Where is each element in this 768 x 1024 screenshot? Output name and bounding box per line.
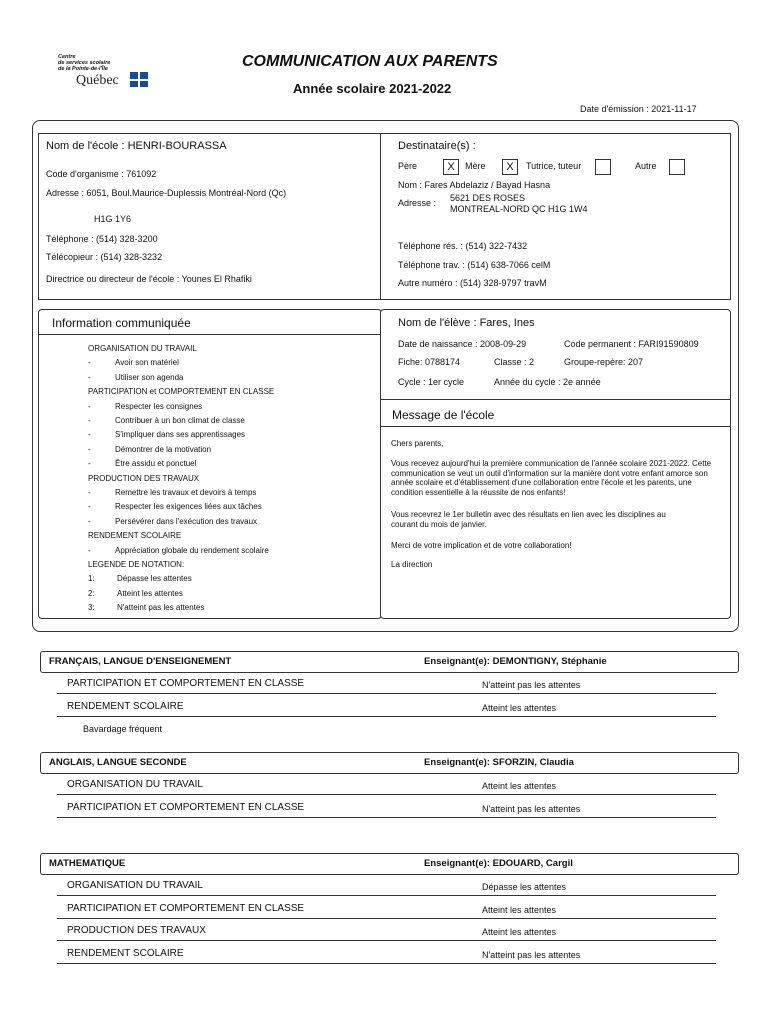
subject-teacher: Enseignant(e): DEMONTIGNY, Stéphanie — [424, 656, 607, 667]
subject-rating: Dépasse les attentes — [482, 882, 567, 892]
subject-header — [40, 752, 739, 774]
subject-rating: Atteint les attentes — [482, 702, 557, 713]
tutrice-checkbox[interactable] — [595, 159, 611, 175]
info-line: S'impliquer dans ses apprentissages — [115, 430, 246, 440]
school-phone: Téléphone : (514) 328-3200 — [46, 234, 158, 244]
page-title: COMMUNICATION AUX PARENTS — [242, 53, 498, 70]
school-postal: H1G 1Y6 — [94, 214, 132, 224]
school-address: Adresse : 6051, Boul.Maurice-Duplessis Montréal-Nord (Qc) — [46, 188, 287, 198]
subject-name: FRANÇAIS, LANGUE D'ENSEIGNEMENT — [49, 656, 232, 667]
subject-criterion: PARTICIPATION ET COMPORTEMENT EN CLASSE — [67, 801, 305, 813]
message-greeting: Chers parents, — [391, 439, 444, 448]
info-line: LEGENDE DE NOTATION: — [88, 560, 185, 569]
subject-rating: Atteint les attentes — [482, 904, 557, 915]
info-bullet: - — [88, 444, 91, 454]
logo-line-2: de services scolaire — [58, 60, 111, 66]
info-bullet: - — [88, 401, 91, 411]
info-bullet: - — [88, 358, 91, 368]
message-divider — [381, 426, 730, 427]
info-line: Démontrer de la motivation — [115, 444, 212, 454]
info-line: Appréciation globale du rendement scolaire — [115, 545, 269, 555]
info-line: Respecter les consignes — [115, 401, 203, 411]
subject-rating: Atteint les attentes — [482, 927, 557, 937]
recipient-other: Autre numéro : (514) 328-9797 travM — [398, 278, 547, 288]
student-code: Code permanent : FARI91590809 — [564, 339, 699, 349]
school-name: Nom de l'école : HENRI-BOURASSA — [46, 140, 227, 152]
info-line: Utiliser son agenda — [115, 372, 184, 382]
school-year: Année scolaire 2021-2022 — [293, 81, 452, 96]
info-bullet: - — [88, 545, 91, 555]
info-line: N'atteint pas les attentes — [117, 603, 205, 613]
info-line: Avoir son matériel — [115, 358, 179, 368]
info-bullet: - — [88, 459, 91, 469]
row-divider — [57, 693, 716, 694]
row-divider — [57, 794, 716, 795]
subject-criterion: ORGANISATION DU TRAVAIL — [67, 880, 203, 891]
info-line: Respecter les exigences liées aux tâches — [115, 502, 262, 512]
logo-quebec: Québec — [76, 73, 119, 88]
student-groupe: Groupe-repère: 207 — [564, 357, 644, 367]
subject-rating: N'atteint pas les attentes — [482, 803, 581, 814]
subject-criterion: RENDEMENT SCOLAIRE — [67, 700, 184, 712]
subject-teacher: Enseignant(e): SFORZIN, Claudia — [424, 757, 574, 768]
school-box — [38, 133, 382, 300]
logo-line-3: de la Pointe-de-l'Île — [58, 66, 108, 72]
info-line: Persévérer dans l'exécution des travaux — [115, 516, 258, 526]
autre-label: Autre — [635, 161, 657, 171]
message-paragraph-4: La direction — [391, 560, 433, 569]
recipient-name: Nom : Fares Abdelaziz / Bayad Hasna — [398, 180, 551, 190]
message-paragraph-2: Vous recevrez le 1er bulletin avec des résultats en lien avec les disciplines au courant du mois de janvier. — [391, 510, 666, 529]
school-director: Directrice ou directeur de l'école : Younes El Rhafiki — [46, 274, 252, 284]
school-fax: Télécopieur : (514) 328-3232 — [46, 252, 163, 262]
info-bullet: - — [88, 516, 91, 526]
recipient-box — [380, 133, 731, 300]
row-divider — [57, 918, 716, 919]
info-bullet: - — [88, 372, 91, 382]
pere-label: Père — [398, 161, 418, 171]
info-bullet: - — [88, 488, 91, 497]
student-cycle: Cycle : 1er cycle — [398, 377, 465, 387]
mere-checkbox[interactable]: X — [502, 159, 518, 175]
info-line: PRODUCTION DES TRAVAUX — [88, 473, 200, 483]
student-fiche: Fiche: 0788174 — [398, 357, 461, 367]
info-line: PARTICIPATION et COMPORTEMENT EN CLASSE — [88, 387, 275, 397]
info-bullet: - — [88, 416, 91, 425]
subject-criterion: ORGANISATION DU TRAVAIL — [67, 779, 203, 790]
info-title: Information communiquée — [52, 316, 191, 330]
info-bullet: - — [88, 430, 91, 440]
subject-header — [40, 651, 739, 673]
info-line: RENDEMENT SCOLAIRE — [88, 531, 182, 541]
pere-checkbox[interactable]: X — [443, 159, 459, 175]
student-birth: Date de naissance : 2008-09-29 — [398, 339, 527, 349]
subject-rating: N'atteint pas les attentes — [482, 680, 581, 690]
info-bullet: 1: — [88, 574, 95, 584]
tutrice-label: Tutrice, tuteur — [526, 161, 582, 171]
message-paragraph-1: Vous recevez aujourd'hui la première communication de l'année scolaire 2021-2022. Cette communication se veut un outil d'information sur la manière dont votre enfant amorce son année scolaire et d'établissement d'une collaboration entre l'école et les parents, une condition essentielle à la réussite de nos enfants! — [391, 459, 712, 497]
info-line: Contribuer à un bon climat de classe — [115, 416, 245, 425]
info-bullet: 3: — [88, 603, 95, 613]
row-divider — [57, 817, 716, 818]
student-name: Nom de l'élève : Fares, Ines — [398, 317, 535, 329]
student-classe: Classe : 2 — [494, 357, 535, 367]
row-divider — [57, 963, 716, 964]
subject-teacher: Enseignant(e): EDOUARD, Cargil — [424, 858, 573, 869]
subject-criterion: RENDEMENT SCOLAIRE — [67, 947, 184, 959]
logo-line-1: Centre — [58, 54, 76, 60]
subject-name: MATHEMATIQUE — [49, 858, 126, 869]
message-divider-top — [381, 399, 730, 400]
recipient-tel-res: Téléphone rés. : (514) 322-7432 — [398, 241, 528, 251]
info-line: Dépasse les attentes — [117, 574, 192, 584]
info-line: ORGANISATION DU TRAVAIL — [88, 344, 197, 353]
recipient-address-label: Adresse : — [398, 198, 437, 208]
subject-header — [40, 853, 739, 875]
quebec-flag-icon — [130, 72, 148, 87]
row-divider — [57, 940, 716, 941]
subject-rating: N'atteint pas les attentes — [482, 949, 581, 960]
subject-rating: Atteint les attentes — [482, 781, 557, 791]
row-divider — [57, 895, 716, 896]
subject-criterion: PRODUCTION DES TRAVAUX — [67, 925, 206, 936]
mere-label: Mère — [465, 161, 486, 171]
recipient-address-line2: MONTREAL-NORD QC H1G 1W4 — [450, 204, 588, 214]
issue-date: Date d'émission : 2021-11-17 — [580, 104, 697, 114]
recipient-tel-trav: Téléphone trav. : (514) 638-7066 celM — [398, 260, 551, 270]
subject-criterion: PARTICIPATION ET COMPORTEMENT EN CLASSE — [67, 902, 305, 914]
info-line: Atteint les attentes — [117, 588, 183, 598]
school-code: Code d'organisme : 761092 — [46, 169, 157, 179]
info-line: Être assidu et ponctuel — [115, 459, 197, 469]
student-annee: Année du cycle : 2e année — [494, 377, 601, 387]
recipient-title: Destinataire(s) : — [398, 140, 476, 152]
info-box — [38, 309, 382, 619]
autre-checkbox[interactable] — [669, 159, 685, 175]
subject-comment: Bavardage fréquent — [83, 724, 163, 734]
info-bullet: 2: — [88, 588, 95, 598]
recipient-address-line1: 5621 DES ROSES — [450, 193, 526, 203]
subject-name: ANGLAIS, LANGUE SECONDE — [49, 757, 187, 768]
info-divider — [39, 334, 381, 335]
row-divider — [57, 716, 716, 717]
info-bullet: - — [88, 502, 91, 512]
subject-criterion: PARTICIPATION ET COMPORTEMENT EN CLASSE — [67, 678, 305, 689]
message-paragraph-3: Merci de votre implication et de votre collaboration! — [391, 541, 572, 550]
message-title: Message de l'école — [392, 408, 495, 422]
info-line: Remettre les travaux et devoirs à temps — [115, 488, 257, 497]
